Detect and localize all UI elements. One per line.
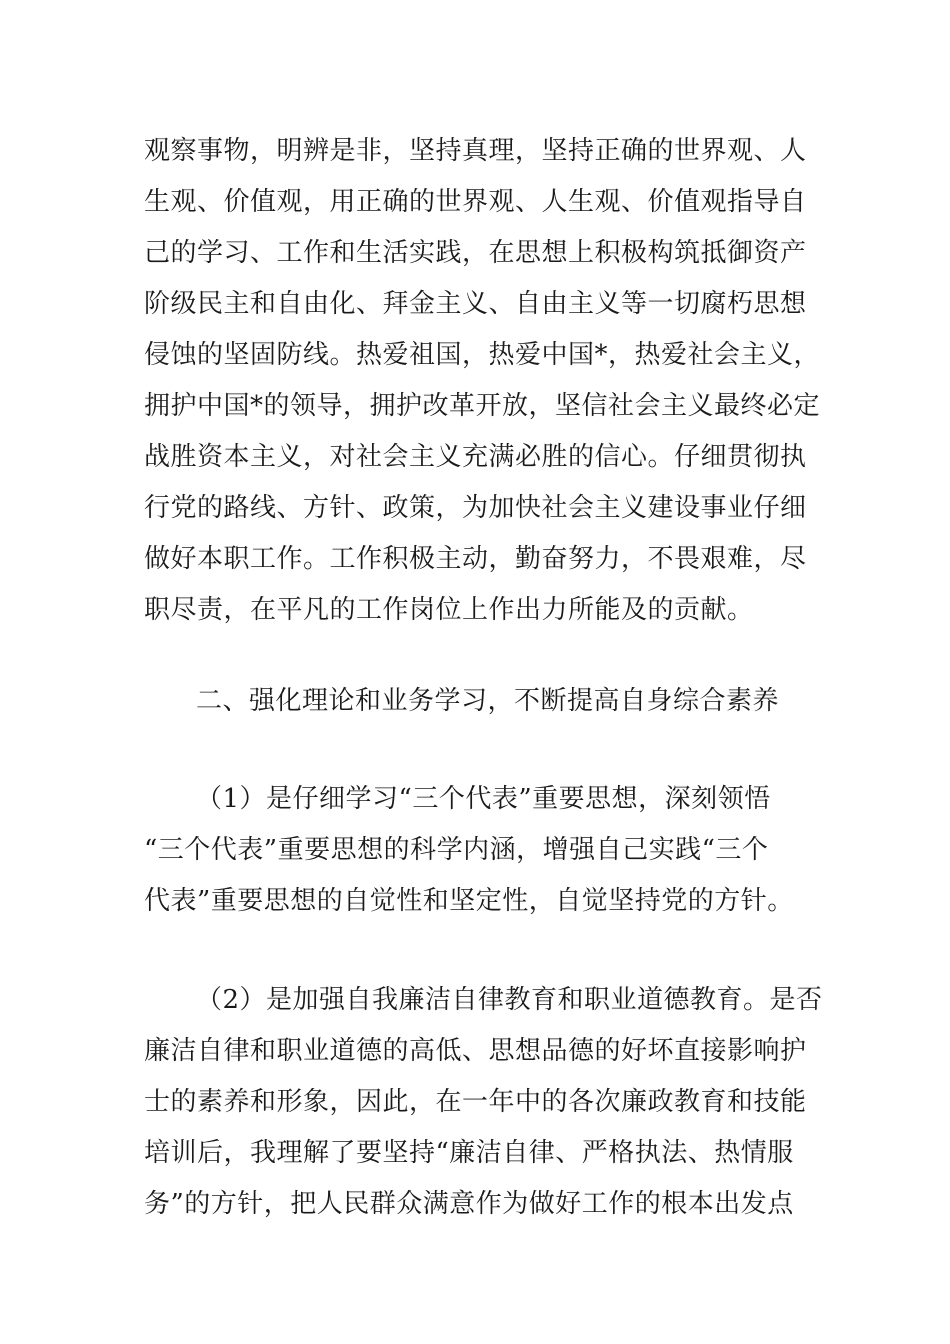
section-heading: 二、强化理论和业务学习，不断提高自身综合素养	[196, 686, 780, 716]
text-line: 己的学习、工作和生活实践，在思想上积极构筑抵御资产	[144, 238, 807, 268]
text-line: （2）是加强自我廉洁自律教育和职业道德教育。是否	[196, 985, 823, 1015]
text-line: 侵蚀的坚固防线。热爱祖国，热爱中国*，热爱社会主义，	[144, 340, 821, 370]
text-line: 职尽责，在平凡的工作岗位上作出力所能及的贡献。	[144, 595, 754, 625]
text-line: 做好本职工作。工作积极主动，勤奋努力，不畏艰难，尽	[144, 544, 807, 574]
text-line: （1）是仔细学习“三个代表”重要思想，深刻领悟	[196, 784, 771, 814]
text-line: 生观、价值观，用正确的世界观、人生观、价值观指导自	[144, 187, 807, 217]
text-line: 廉洁自律和职业道德的高低、思想品德的好坏直接影响护	[144, 1036, 807, 1066]
text-line: 拥护中国*的领导，拥护改革开放，坚信社会主义最终必定	[144, 391, 821, 421]
text-line: 观察事物，明辨是非，坚持真理，坚持正确的世界观、人	[144, 136, 807, 166]
text-line: 战胜资本主义，对社会主义充满必胜的信心。仔细贯彻执	[144, 442, 807, 472]
text-line: 行党的路线、方针、政策，为加快社会主义建设事业仔细	[144, 493, 807, 523]
text-line: 培训后，我理解了要坚持“廉洁自律、严格执法、热情服	[144, 1138, 794, 1168]
text-line: 阶级民主和自由化、拜金主义、自由主义等一切腐朽思想	[144, 289, 807, 319]
text-line: 代表”重要思想的自觉性和坚定性，自觉坚持党的方针。	[144, 886, 794, 916]
text-line: 士的素养和形象，因此，在一年中的各次廉政教育和技能	[144, 1087, 807, 1117]
text-line: 务”的方针，把人民群众满意作为做好工作的根本出发点	[144, 1189, 794, 1219]
text-line: “三个代表”重要思想的科学内涵，增强自己实践“三个	[144, 835, 769, 865]
